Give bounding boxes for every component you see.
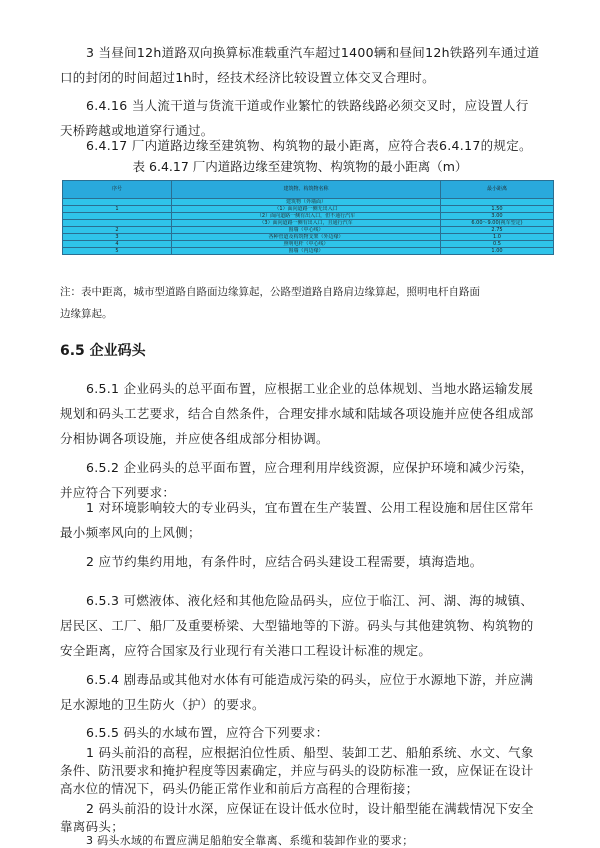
paragraph-6-5-3: 6.5.3 可燃液体、液化烃和其他危险品码头，应位于临江、河、湖、海的城镇、居民区、工厂、船厂及重要桥梁、大型锚地等的下游。码头与其他建筑物、构筑物的安全距离，应符合国家及行业现行有关港口工程设计标准的规定。 <box>60 593 534 658</box>
table-header-row <box>63 181 554 199</box>
table-cell: 1.0 <box>441 234 554 241</box>
table-row <box>63 199 554 206</box>
table-cell: 1.00 <box>441 248 554 255</box>
header-cell-index: 序号 <box>63 181 172 199</box>
table-cell: （2）面向道路一侧有出入口，但不通行汽车 <box>172 213 441 220</box>
table-row <box>63 227 554 234</box>
table-note-line-2: 边缘算起。 <box>60 308 113 320</box>
table-cell: 照明电杆（中心线） <box>172 241 441 248</box>
table-cell: 围墙（内边缘） <box>172 248 441 255</box>
table-row <box>63 248 554 255</box>
table-row <box>63 213 554 220</box>
header-cell-name: 建筑物、构筑物名称 <box>172 181 441 199</box>
paragraph-6-4-16: 6.4.16 当人流干道与货流干道或作业繁忙的铁路线路必须交叉时，应设置人行天桥跨越或地道穿行通过。 <box>60 98 529 138</box>
table-note-line-1: 注：表中距离，城市型道路自路面边缘算起，公路型道路自路肩边缘算起，照明电杆自路面 <box>60 286 480 298</box>
paragraph-6-5-2-item-1: 1 对环境影响较大的专业码头，宜布置在生产装置、公用工程设施和居住区常年最小频率风向的上风侧； <box>60 500 534 540</box>
table-cell: 各种管道及构筑物支架（外边缘） <box>172 234 441 241</box>
paragraph-6-5-2: 6.5.2 企业码头的总平面布置，应合理利用岸线资源，应保护环境和减少污染，并应符合下列要求： <box>60 460 534 500</box>
table-cell: 3.00 <box>441 213 554 220</box>
table-row <box>63 220 554 227</box>
table-cell: 建筑物（外墙面） <box>172 199 441 206</box>
table-cell: 5 <box>63 248 172 255</box>
table-cell: 1.50 <box>441 206 554 213</box>
distance-table <box>62 180 554 255</box>
table-cell: 4 <box>63 241 172 248</box>
paragraph-6-5-5: 6.5.5 码头的水域布置，应符合下列要求： <box>86 725 329 740</box>
paragraph-6-5-4: 6.5.4 剧毒品或其他对水体有可能造成污染的码头，应位于水源地下游，并应满足水源地的卫生防火（护）的要求。 <box>60 672 534 712</box>
paragraph-6-5-1: 6.5.1 企业码头的总平面布置，应根据工业企业的总体规划、当地水路运输发展规划和码头工艺要求，结合自然条件，合理安排水域和陆域各项设施并应使各组成部分相协调各项设施，并应使各组成部分相协调。 <box>60 381 534 446</box>
paragraph-6-4-17: 6.4.17 厂内道路边缘至建筑物、构筑物的最小距离，应符合表6.4.17的规定。 <box>86 138 532 153</box>
table-cell: （1）面向道路一侧无出入口 <box>172 206 441 213</box>
section-heading: 6.5 企业码头 <box>60 343 146 359</box>
table-cell: 6.00～9.00(视车型定) <box>441 220 554 227</box>
table-cell <box>63 213 172 220</box>
table-cell <box>63 199 172 206</box>
table-cell <box>441 199 554 206</box>
table-caption: 表 6.4.17 厂内道路边缘至建筑物、构筑物的最小距离（m） <box>132 159 468 174</box>
paragraph-6-5-2-item-2: 2 应节约集约用地，有条件时，应结合码头建设工程需要，填海造地。 <box>86 554 483 569</box>
paragraph-6-5-5-item-1: 1 码头前沿的高程，应根据泊位性质、船型、装卸工艺、船舶系统、水文、气象条件、防汛要求和掩护程度等因素确定，并应与码头的设防标准一致，应保证在设计高水位的情况下，码头仍能正常作业和前后方高程的合理衔接； <box>60 745 534 796</box>
table-cell: 1 <box>63 206 172 213</box>
table-cell: 2.75 <box>441 227 554 234</box>
table-cell: 0.5 <box>441 241 554 248</box>
paragraph-6-5-5-item-2: 2 码头前沿的设计水深，应保证在设计低水位时，设计船型能在满载情况下安全靠离码头； <box>60 801 534 834</box>
table-cell: （3）面向道路一侧有出入口，且通行汽车 <box>172 220 441 227</box>
table-cell: 3 <box>63 234 172 241</box>
table-row <box>63 206 554 213</box>
paragraph-road-crossing: 3 当昼间12h道路双向换算标准载重汽车超过1400辆和昼间12h铁路列车通过道口的封闭的时间超过1h时，经技术经济比较设置立体交叉合理时。 <box>60 45 540 85</box>
table-cell: 围墙（中心线） <box>172 227 441 234</box>
table-cell <box>63 220 172 227</box>
table-note <box>60 281 540 325</box>
table-row <box>63 241 554 248</box>
paragraph-6-5-5-item-3: 3 码头水域的布置应满足船舶安全靠离、系缆和装卸作业的要求； <box>86 834 414 847</box>
table-row <box>63 234 554 241</box>
header-cell-distance: 最小距离 <box>441 181 554 199</box>
table-cell: 2 <box>63 227 172 234</box>
